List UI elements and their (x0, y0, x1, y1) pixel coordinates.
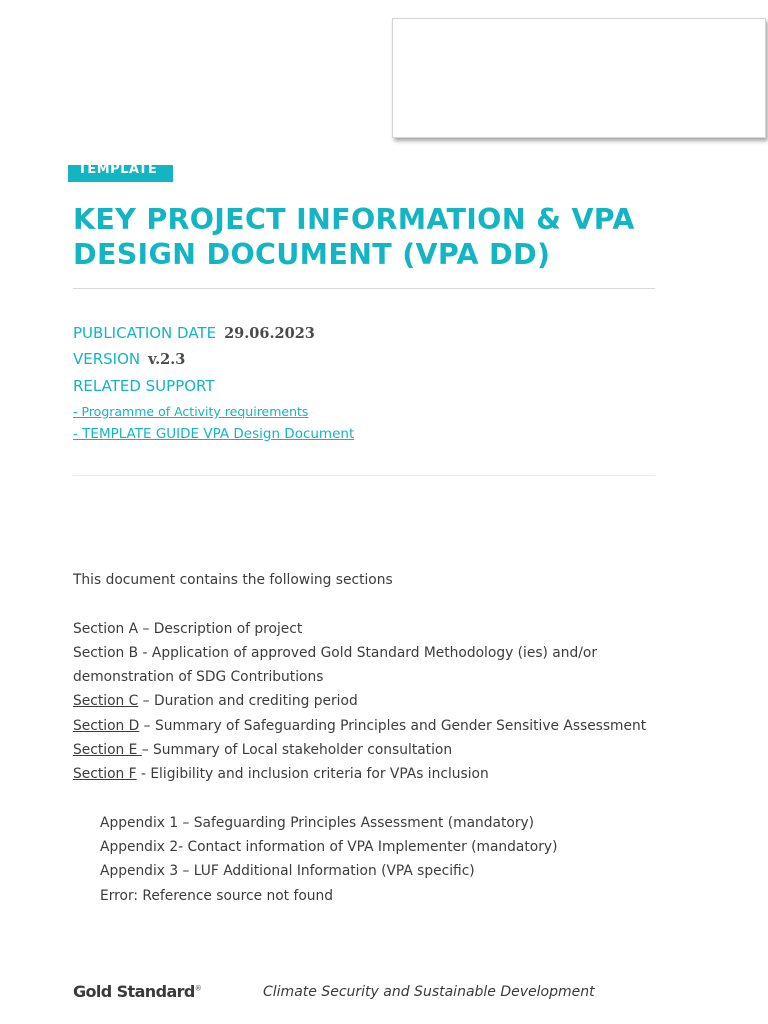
section-c-text: – Duration and crediting period (138, 693, 358, 709)
logo-registered-mark: ® (194, 984, 202, 993)
section-b-text: - Application of approved Gold Standard Methodology (ies) and/or (138, 645, 598, 661)
publication-date-value: 29.06.2023 (224, 325, 315, 342)
section-a-text: – Description of project (138, 621, 303, 637)
section-e-ref[interactable]: Section E (73, 742, 142, 758)
section-f-text: - Eligibility and inclusion criteria for VPAs inclusion (136, 766, 489, 782)
appendix-3: Appendix 3 – LUF Additional Information (VPA specific) (100, 863, 475, 879)
footer-tagline: Climate Security and Sustainable Development (263, 984, 595, 1000)
link-programme-of-activity-requirements[interactable]: - Programme of Activity requirements (73, 404, 309, 419)
document-title: KEY PROJECT INFORMATION & VPA DESIGN DOCUMENT (VPA DD) (73, 203, 635, 271)
publication-date-label: PUBLICATION DATE (73, 324, 217, 342)
appendix-error-reference: Error: Reference source not found (100, 888, 334, 904)
template-badge (68, 165, 173, 182)
section-e-text: – Summary of Local stakeholder consultation (141, 742, 453, 758)
header-image-placeholder (392, 18, 766, 138)
section-a-ref: Section A (73, 621, 139, 637)
section-e-line (73, 742, 452, 758)
section-c-ref[interactable]: Section C (73, 693, 139, 709)
section-b-line (73, 645, 597, 661)
version-row (73, 350, 185, 368)
section-c-line (73, 693, 358, 709)
section-b-ref: Section B (73, 645, 139, 661)
version-label: VERSION (73, 350, 141, 368)
meta-divider (73, 475, 655, 476)
title-divider (73, 288, 655, 289)
related-support-label: RELATED SUPPORT (73, 377, 215, 395)
section-a-line (73, 621, 302, 637)
contents-intro: This document contains the following sections (73, 572, 393, 588)
template-badge-label: TEMPLATE (78, 165, 158, 177)
gold-standard-logo (73, 982, 201, 1001)
link-template-guide-vpa-design-document[interactable]: - TEMPLATE GUIDE VPA Design Document (73, 426, 355, 442)
section-d-ref[interactable]: Section D (73, 718, 140, 734)
section-f-ref[interactable]: Section F (73, 766, 137, 782)
appendix-1: Appendix 1 – Safeguarding Principles Assessment (mandatory) (100, 815, 535, 831)
section-d-line (73, 718, 646, 734)
publication-date-row (73, 324, 315, 342)
logo-text: Gold Standard (73, 982, 195, 1001)
section-f-line (73, 766, 489, 782)
section-d-text: – Summary of Safeguarding Principles and Gender Sensitive Assessment (139, 718, 647, 734)
version-value: v.2.3 (148, 351, 186, 368)
appendix-2: Appendix 2- Contact information of VPA Implementer (mandatory) (100, 839, 558, 855)
section-b-continuation: demonstration of SDG Contributions (73, 669, 324, 685)
